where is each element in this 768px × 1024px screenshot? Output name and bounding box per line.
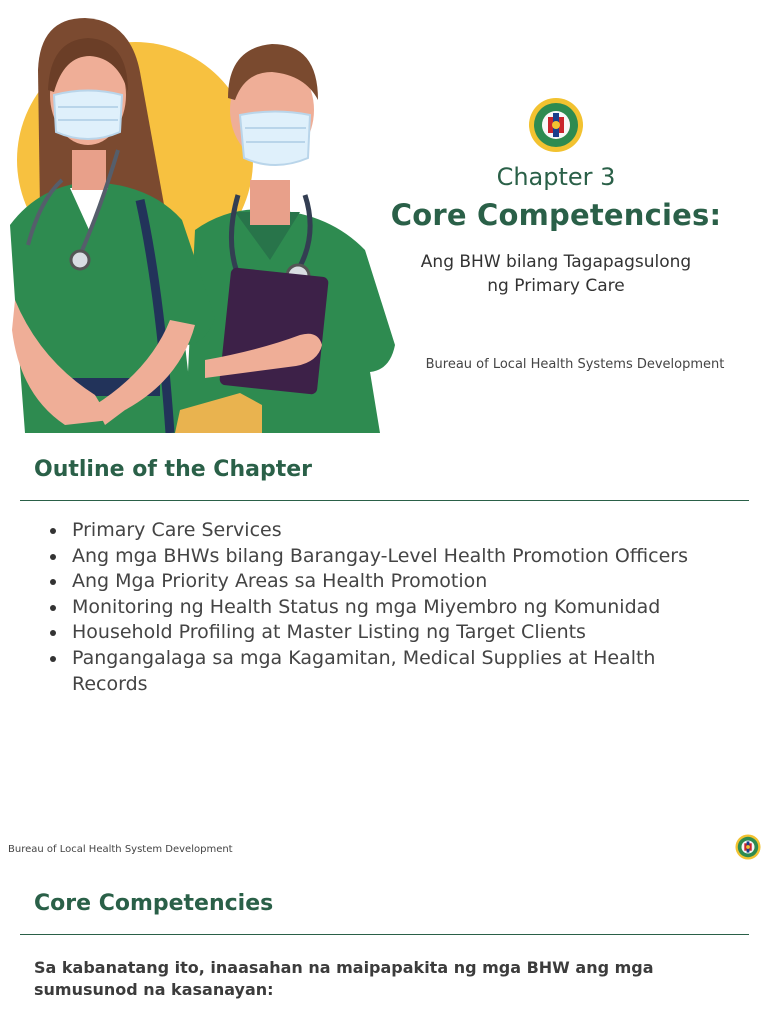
core-divider bbox=[20, 934, 749, 935]
bureau-name: Bureau of Local Health Systems Development bbox=[425, 357, 725, 372]
list-item-text: Ang mga BHWs bilang Barangay-Level Health Promotion Officers bbox=[72, 544, 688, 567]
bullet-icon bbox=[50, 630, 56, 636]
chapter-label: Chapter 3 bbox=[496, 163, 616, 191]
bullet-icon bbox=[50, 579, 56, 585]
bullet-icon bbox=[50, 528, 56, 534]
core-intro-text: Sa kabanatang ito, inaasahan na maipapakita ng mga BHW ang mga sumusunod na kasanayan: bbox=[34, 958, 654, 999]
outline-heading: Outline of the Chapter bbox=[34, 457, 312, 482]
outline-list bbox=[50, 518, 740, 697]
list-item-text: Primary Care Services bbox=[72, 519, 282, 541]
health-workers-illustration bbox=[0, 0, 405, 433]
list-item bbox=[50, 569, 740, 595]
core-heading: Core Competencies bbox=[34, 891, 274, 916]
bullet-icon bbox=[50, 656, 56, 662]
bullet-icon bbox=[50, 605, 56, 611]
list-item bbox=[50, 518, 740, 544]
page-footer-text: Bureau of Local Health System Development bbox=[8, 844, 233, 855]
subtitle-line-1: Ang BHW bilang Tagapagsulong bbox=[420, 252, 692, 272]
list-item-text: Monitoring ng Health Status ng mga Miyembro ng Komunidad bbox=[72, 595, 661, 618]
list-item bbox=[50, 646, 740, 697]
list-item-text: Pangangalaga sa mga Kagamitan, Medical Supplies at Health Records bbox=[72, 646, 656, 695]
doh-seal-icon bbox=[735, 834, 761, 860]
list-item bbox=[50, 544, 740, 570]
list-item-text: Household Profiling at Master Listing ng Target Clients bbox=[72, 621, 586, 644]
list-item-text: Ang Mga Priority Areas sa Health Promotion bbox=[72, 570, 488, 593]
list-item bbox=[50, 595, 740, 621]
chapter-title: Core Competencies: bbox=[390, 198, 722, 232]
list-item bbox=[50, 620, 740, 646]
doh-seal-icon bbox=[528, 97, 584, 153]
cover-section bbox=[0, 0, 768, 433]
subtitle-line-2: ng Primary Care bbox=[487, 276, 625, 296]
chapter-subtitle bbox=[392, 250, 720, 298]
bullet-icon bbox=[50, 554, 56, 560]
outline-divider bbox=[20, 500, 749, 501]
